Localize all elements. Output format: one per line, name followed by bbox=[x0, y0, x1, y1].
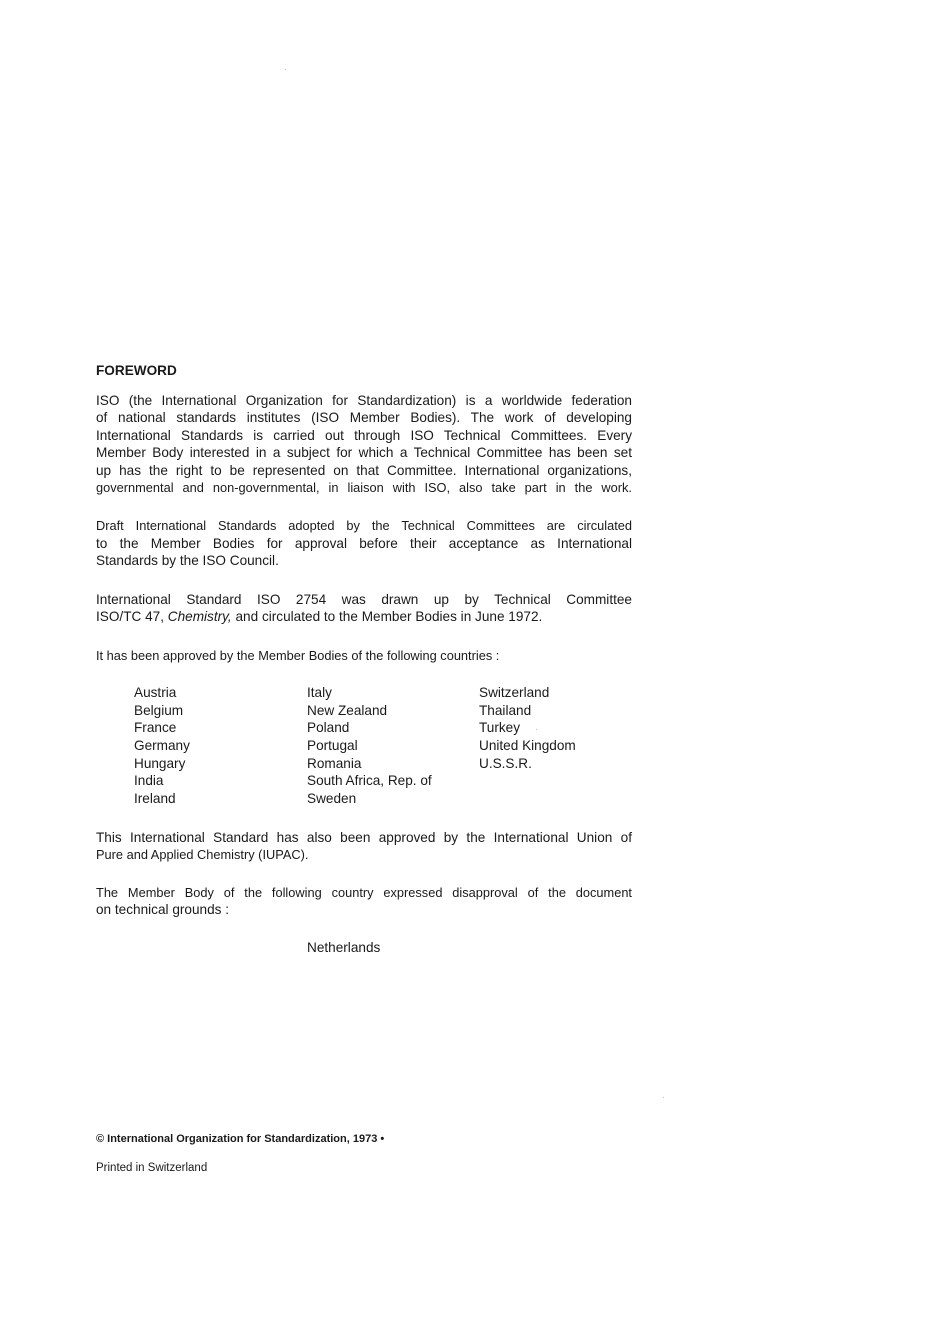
country: Germany bbox=[134, 738, 190, 753]
text-line: The Member Body of the following country expressed disapproval of the document bbox=[96, 885, 632, 900]
text-line: This International Standard has also been approved by the International Union of bbox=[96, 830, 632, 845]
printed-in: Printed in Switzerland bbox=[96, 1162, 208, 1174]
copyright-notice: © International Organization for Standardization, 1973 • bbox=[96, 1133, 385, 1145]
country: Switzerland bbox=[479, 685, 550, 700]
country: U.S.S.R. bbox=[479, 756, 532, 771]
text-line: Standards by the ISO Council. bbox=[96, 553, 279, 568]
text-line: governmental and non-governmental, in liaison with ISO, also take part in the work. bbox=[96, 480, 632, 495]
scan-speck bbox=[663, 1097, 664, 1098]
country: Italy bbox=[307, 685, 332, 700]
scan-speck bbox=[536, 729, 537, 730]
text-line: Member Body interested in a subject for which a Technical Committee has been set bbox=[96, 445, 632, 460]
foreword-heading: FOREWORD bbox=[96, 363, 177, 378]
text-line: on technical grounds : bbox=[96, 902, 230, 917]
text-span: and circulated to the Member Bodies in June 1972. bbox=[231, 609, 543, 624]
committee-name: Chemistry, bbox=[167, 609, 232, 624]
scan-speck bbox=[285, 69, 286, 70]
text-span: ISO/TC 47, bbox=[96, 609, 168, 624]
country: France bbox=[134, 720, 177, 735]
text-line: Pure and Applied Chemistry (IUPAC). bbox=[96, 847, 309, 862]
country: Poland bbox=[307, 720, 350, 735]
country: Sweden bbox=[307, 791, 357, 806]
country: United Kingdom bbox=[479, 738, 576, 753]
text-line: ISO (the International Organization for Standardization) is a worldwide federation bbox=[96, 393, 632, 408]
text-line: International Standards is carried out through ISO Technical Committees. Every bbox=[96, 428, 632, 443]
country: Thailand bbox=[479, 703, 532, 718]
country: South Africa, Rep. of bbox=[307, 773, 432, 788]
country: Portugal bbox=[307, 738, 358, 753]
disapproving-country: Netherlands bbox=[307, 940, 381, 955]
country: Austria bbox=[134, 685, 177, 700]
text-line: Draft International Standards adopted by the Technical Committees are circulated bbox=[96, 518, 632, 533]
text-line: International Standard ISO 2754 was drawn up by Technical Committee bbox=[96, 592, 632, 607]
country: Belgium bbox=[134, 703, 184, 718]
text-line: of national standards institutes (ISO Member Bodies). The work of developing bbox=[96, 410, 632, 425]
country: New Zealand bbox=[307, 703, 388, 718]
country: Romania bbox=[307, 756, 362, 771]
approval-intro: It has been approved by the Member Bodies of the following countries : bbox=[96, 648, 500, 663]
text-line: up has the right to be represented on that Committee. International organizations, bbox=[96, 463, 632, 478]
text-line: to the Member Bodies for approval before their acceptance as International bbox=[96, 536, 632, 551]
country: India bbox=[134, 773, 164, 788]
country: Turkey bbox=[479, 720, 521, 735]
text-line bbox=[96, 608, 632, 626]
country: Ireland bbox=[134, 791, 176, 806]
country: Hungary bbox=[134, 756, 186, 771]
